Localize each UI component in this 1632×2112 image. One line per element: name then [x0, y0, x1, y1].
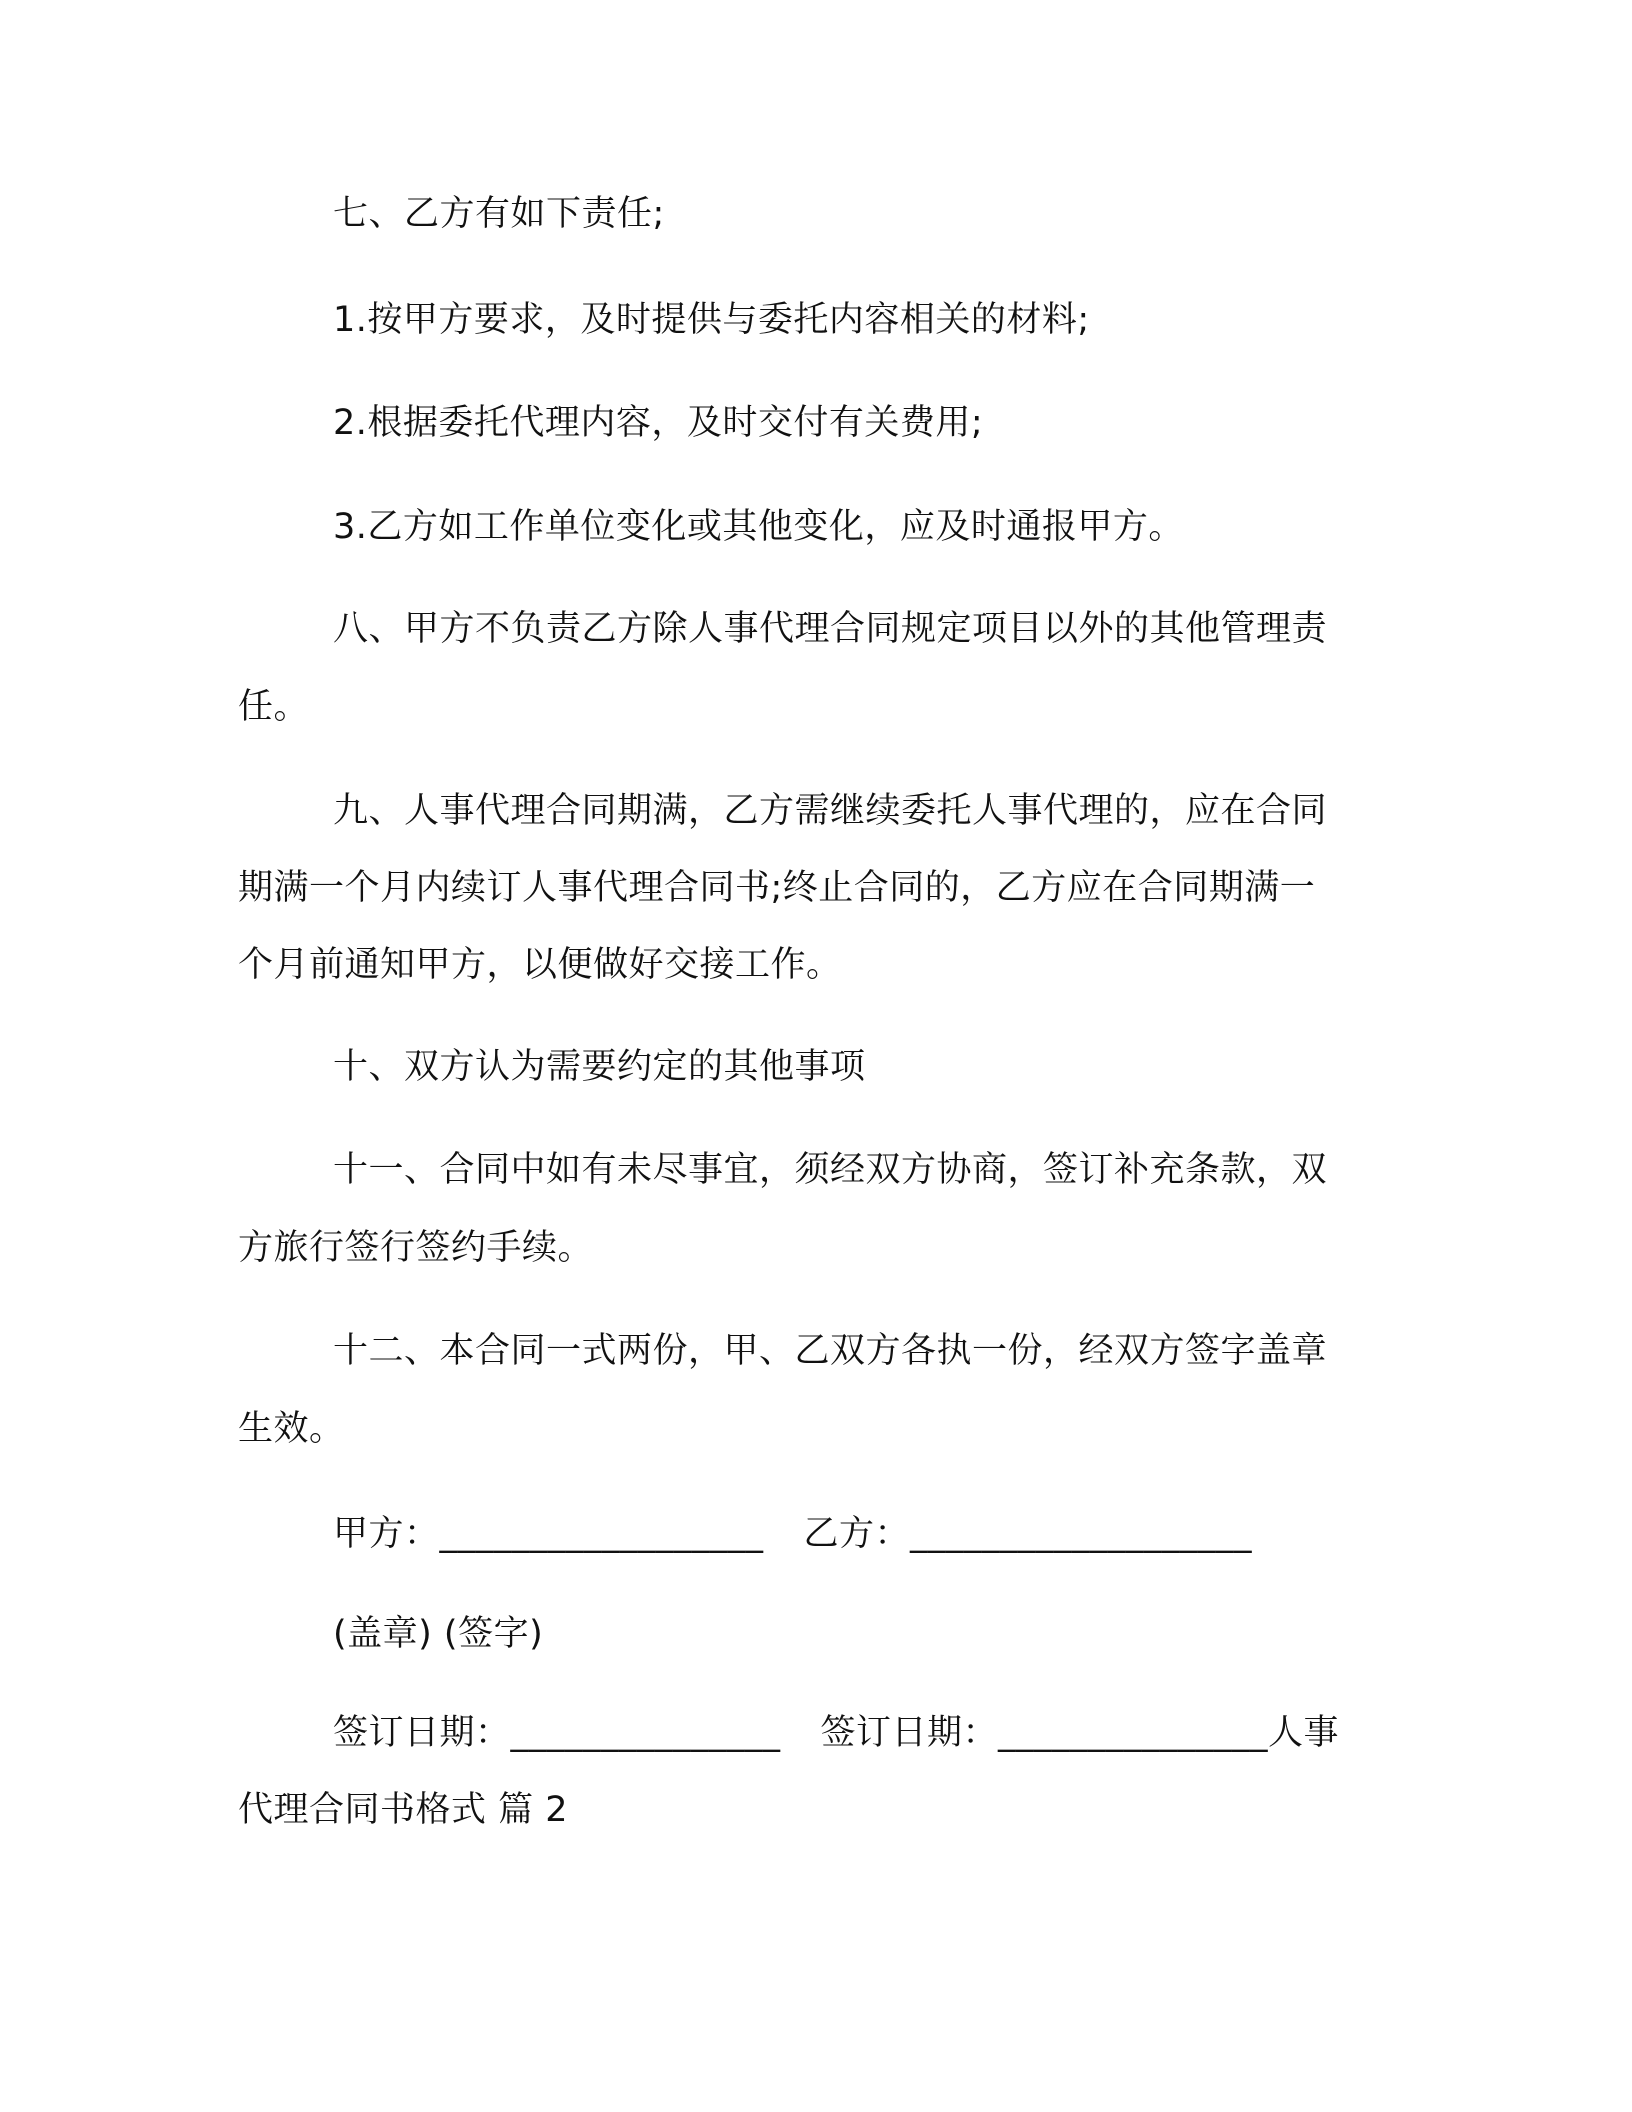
- paragraph-11-line-2: 方旅行签行签约手续。: [238, 1228, 594, 1268]
- paragraph-11-line-1: 十一、合同中如有未尽事宜，须经双方协商，签订补充条款，双: [333, 1150, 1328, 1190]
- party-b-date: 签订日期：_______________人事: [820, 1713, 1340, 1753]
- paragraph-7-item-1: 1.按甲方要求，及时提供与委托内容相关的材料;: [333, 300, 1090, 340]
- paragraph-9-line-1: 九、人事代理合同期满，乙方需继续委托人事代理的，应在合同: [333, 791, 1328, 831]
- paragraph-7-heading: 七、乙方有如下责任;: [333, 194, 665, 234]
- paragraph-12-line-2: 生效。: [238, 1409, 345, 1449]
- paragraph-7-item-2: 2.根据委托代理内容，及时交付有关费用;: [333, 403, 984, 443]
- paragraph-12-line-1: 十二、本合同一式两份，甲、乙双方各执一份，经双方签字盖章: [333, 1331, 1328, 1371]
- paragraph-10: 十、双方认为需要约定的其他事项: [333, 1047, 866, 1087]
- paragraph-8-line-2: 任。: [238, 687, 310, 727]
- party-a-signature: 甲方：__________________: [333, 1514, 764, 1554]
- signature-party-row: [333, 1510, 1252, 1558]
- party-a-date: 签订日期：_______________: [333, 1713, 781, 1753]
- paragraph-7-item-3: 3.乙方如工作单位变化或其他变化，应及时通报甲方。: [333, 507, 1184, 547]
- paragraph-9-line-3: 个月前通知甲方，以便做好交接工作。: [238, 945, 842, 985]
- paragraph-8-line-1: 八、甲方不负责乙方除人事代理合同规定项目以外的其他管理责: [333, 609, 1328, 649]
- signing-date-row: [333, 1709, 1339, 1757]
- party-b-signature: 乙方：___________________: [803, 1514, 1253, 1554]
- next-section-title: 代理合同书格式 篇 2: [238, 1790, 569, 1830]
- paragraph-9-line-2: 期满一个月内续订人事代理合同书;终止合同的，乙方应在合同期满一: [238, 868, 1316, 908]
- seal-sign-label: (盖章) (签字): [333, 1614, 544, 1654]
